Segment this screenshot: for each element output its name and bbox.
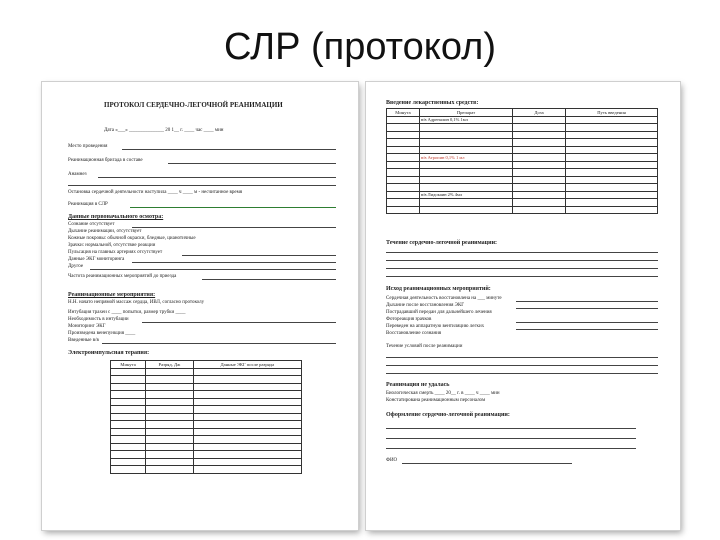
measures-line-2: Интубация трахеи с ____ попытки, размер трубки ____ (68, 310, 186, 315)
measures-heading: Реанимационные мероприятия: (68, 292, 156, 298)
exam-line-5: Пульсация на главных артериях отсутствует (68, 250, 163, 255)
drugs-col-drug: Препарат (420, 109, 513, 117)
course-line-4 (386, 276, 658, 277)
conditions-line-2 (386, 365, 658, 366)
conditions-line-1 (386, 357, 658, 358)
cpr-start-line (130, 207, 336, 208)
team-line (168, 163, 336, 164)
measures-line-6: Введенные в/в (68, 338, 99, 343)
drugs-col-minute: Минута (387, 109, 420, 117)
stop-line-3 (386, 448, 636, 449)
outcome-line-4: Фотореакция зрачков (386, 317, 432, 322)
outcome-rule-4 (516, 322, 658, 323)
exam-line-3: Кожные покровы: обычной окраски, бледные, цианотичные (68, 236, 196, 241)
anamnesis-line-2 (68, 185, 336, 186)
outcome-line-6: Восстановление сознания (386, 331, 442, 336)
outcome-line-5: Переведен на аппаратную вентиляцию легких (386, 324, 485, 329)
table-row (387, 161, 658, 169)
stop-line-2 (386, 438, 636, 439)
table-row (387, 154, 658, 162)
exam-line-6: Данные ЭКГ мониторинга (68, 257, 125, 262)
eit-heading: Электроимпульсная терапия: (68, 350, 150, 356)
conditions-line-3 (386, 373, 658, 374)
left-protocol-page (42, 82, 358, 530)
measures-line-6-rule (102, 343, 336, 344)
table-row (387, 146, 658, 154)
exam-line-6-rule (132, 262, 336, 263)
exam-line-7-rule (90, 269, 336, 270)
measures-line-3-rule (142, 322, 336, 323)
eit-col-discharge: Разряд, Дж (146, 361, 193, 369)
course-line-3 (386, 268, 658, 269)
exam-line-4: Зрачки: нормальной, отсутствие реакции (68, 243, 156, 248)
table-row (111, 406, 302, 414)
team-label: Реанимационная бригада в составе (68, 158, 143, 163)
drug-lidocaine: в/в Лидокаин 2% 4мл (420, 191, 513, 199)
death-line-1: Биологическая смерть ____ 20__ г. в ____ ч ____ мин (386, 391, 500, 396)
place-label: Место проведения (68, 144, 108, 149)
table-row (111, 398, 302, 406)
outcome-rule-5 (516, 329, 658, 330)
outcome-rule-1 (516, 301, 658, 302)
exam-heading: Данные первоначального осмотра: (68, 214, 164, 220)
exam-line-5-rule (182, 255, 336, 256)
table-row (111, 421, 302, 429)
outcome-rule-2 (516, 308, 658, 309)
table-row (387, 199, 658, 207)
drug-atropine: в/в Атропин 0,1% 1 мл (420, 154, 513, 162)
drugs-heading: Введение лекарственных средств: (386, 100, 479, 106)
table-row (387, 206, 658, 214)
slide-title: СЛР (протокол) (224, 26, 496, 68)
protocol-title: ПРОТОКОЛ СЕРДЕЧНО-ЛЕГОЧНОЙ РЕАНИМАЦИИ (104, 101, 283, 109)
table-row (111, 436, 302, 444)
conditions-label: Течение условий после реанимации (386, 344, 463, 349)
eit-col-minute: Минута (111, 361, 146, 369)
table-row (387, 131, 658, 139)
drugs-col-route: Путь введения (566, 109, 658, 117)
drugs-col-dose: Доза (513, 109, 566, 117)
table-row (111, 391, 302, 399)
arrest-time: Остановка сердечной деятельности наступила ____ ч ____ м - несчитанное время (68, 190, 243, 195)
death-line-2: Констатирована реанимационным персоналом (386, 398, 486, 403)
exam-line-1: Сознание отсутствует (68, 222, 115, 227)
table-row (111, 451, 302, 459)
course-line-2 (386, 260, 658, 261)
eit-col-ecg: Данные ЭКГ после разряда (193, 361, 301, 369)
stop-heading: Оформление сердечно-легочной реанимации: (386, 412, 510, 418)
table-row (387, 191, 658, 199)
date-field: Дата «___» ______________ 20 1__ г. ____ час ____ мин (104, 128, 224, 133)
prior-measures: Частота реанимационных мероприятий до приезда (68, 274, 177, 279)
table-row (111, 413, 302, 421)
table-row (387, 124, 658, 132)
exam-line-2: Дыхание реанимации, отсутствует (68, 229, 142, 234)
right-protocol-page (366, 82, 680, 530)
table-row (387, 139, 658, 147)
place-line (122, 149, 336, 150)
eit-table (110, 360, 302, 474)
table-row (387, 176, 658, 184)
drug-adrenaline: в/в Адреналин 0,1% 1мл (420, 116, 513, 124)
course-heading: Течение сердечно-легочной реанимации: (386, 240, 498, 246)
signature-label: ФИО (386, 458, 398, 463)
measures-line-5: Произведена венепункция ____ (68, 331, 136, 336)
table-row (111, 428, 302, 436)
death-heading: Реанимация не удалась (386, 382, 450, 388)
exam-line-7: Другое (68, 264, 84, 269)
table-row (387, 116, 658, 124)
outcome-line-1: Сердечная деятельность восстановлена на ___ минуте (386, 296, 502, 301)
outcome-heading: Исход реанимационных мероприятий: (386, 286, 491, 292)
measures-line-4: Мониторинг ЭКГ (68, 324, 106, 329)
stop-line-1 (386, 428, 636, 429)
drugs-table (386, 108, 658, 214)
course-line-1 (386, 252, 658, 253)
exam-line-1-rule (132, 227, 336, 228)
measures-line-3: Необходимость в интубации (68, 317, 129, 322)
table-row (387, 169, 658, 177)
outcome-line-3: Пострадавший передан для дальнейшего лечения (386, 310, 492, 315)
table-row (111, 376, 302, 384)
cpr-start: Реанимация в СЛР (68, 202, 108, 207)
signature-line (402, 463, 572, 464)
table-row (111, 458, 302, 466)
table-row (111, 443, 302, 451)
anamnesis-label: Анамнез (68, 172, 87, 177)
table-row (111, 466, 302, 474)
table-row (387, 184, 658, 192)
table-row (111, 383, 302, 391)
outcome-line-2: Дыхание после восстановления ЭКГ (386, 303, 465, 308)
measures-line-1: Н.Н. начато непрямой массаж сердца, ИВЛ, согласно протоколу (68, 300, 205, 305)
prior-measures-rule (202, 279, 336, 280)
table-row (111, 368, 302, 376)
anamnesis-line (98, 177, 336, 178)
